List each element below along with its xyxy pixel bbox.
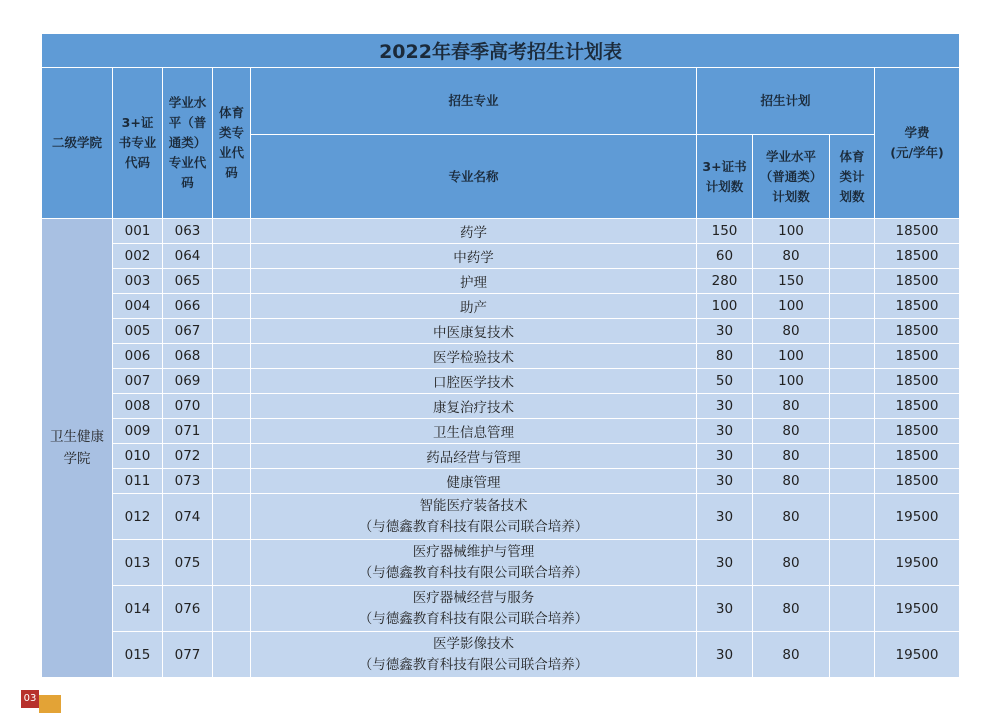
cert-plan: 30 (697, 444, 753, 469)
major-name: 口腔医学技术 (251, 369, 697, 394)
cert-code: 011 (113, 469, 163, 494)
sports-code (213, 344, 251, 369)
academic-code: 064 (163, 244, 213, 269)
sports-plan (830, 540, 875, 586)
cert-code: 010 (113, 444, 163, 469)
table-row (42, 419, 960, 444)
header-line: 3+证书 (702, 158, 747, 174)
header-academic-plan (753, 135, 830, 219)
cert-plan: 50 (697, 369, 753, 394)
table-row (42, 469, 960, 494)
academic-code: 067 (163, 319, 213, 344)
cert-plan: 30 (697, 394, 753, 419)
academic-code: 068 (163, 344, 213, 369)
academic-plan: 80 (753, 632, 830, 678)
major-name: 中医康复技术 (251, 319, 697, 344)
sports-code (213, 494, 251, 540)
table-row (42, 344, 960, 369)
academic-code: 076 (163, 586, 213, 632)
table-row (42, 540, 960, 586)
header-line: 学费 (904, 125, 930, 140)
sports-code (213, 219, 251, 244)
fee: 18500 (875, 394, 960, 419)
academic-code: 074 (163, 494, 213, 540)
header-line: 3+证 (121, 115, 154, 130)
cert-code: 003 (113, 269, 163, 294)
table-row (42, 369, 960, 394)
college-line: 学院 (63, 451, 91, 467)
sports-plan (830, 269, 875, 294)
cert-code: 008 (113, 394, 163, 419)
header-academic-code (163, 68, 213, 219)
sports-code (213, 319, 251, 344)
header-line: 划数 (839, 188, 865, 204)
major-name-line: 医疗器械维护与管理 (412, 543, 535, 560)
sports-plan (830, 319, 875, 344)
fee: 18500 (875, 469, 960, 494)
cert-plan: 30 (697, 469, 753, 494)
cert-code: 004 (113, 294, 163, 319)
sports-code (213, 419, 251, 444)
cert-plan: 30 (697, 632, 753, 678)
cert-code: 015 (113, 632, 163, 678)
major-partner-note: （与德鑫教育科技有限公司联合培养） (358, 564, 589, 581)
college-line: 卫生健康 (50, 429, 104, 445)
fee: 18500 (875, 294, 960, 319)
academic-plan: 80 (753, 394, 830, 419)
academic-plan: 100 (753, 219, 830, 244)
academic-plan: 80 (753, 419, 830, 444)
header-line: 专业代 (168, 155, 207, 170)
academic-code: 063 (163, 219, 213, 244)
sports-plan (830, 244, 875, 269)
major-partner-note: （与德鑫教育科技有限公司联合培养） (358, 656, 589, 673)
sports-plan (830, 444, 875, 469)
header-line: 体育 (839, 148, 865, 164)
sports-code (213, 269, 251, 294)
sports-code (213, 369, 251, 394)
academic-plan: 80 (753, 586, 830, 632)
header-fee (875, 68, 960, 219)
academic-plan: 100 (753, 369, 830, 394)
major-name-line: 医学影像技术 (433, 635, 514, 652)
header-line: 计划数 (705, 178, 744, 194)
header-cert-plan (697, 135, 753, 219)
academic-plan: 150 (753, 269, 830, 294)
cert-plan: 30 (697, 494, 753, 540)
header-line: (元/学年) (890, 145, 944, 160)
table-row (42, 219, 960, 244)
sports-code (213, 632, 251, 678)
table-row (42, 444, 960, 469)
cert-code: 009 (113, 419, 163, 444)
major-name: 医学检验技术 (251, 344, 697, 369)
fee: 18500 (875, 419, 960, 444)
cert-code: 005 (113, 319, 163, 344)
cert-plan: 30 (697, 319, 753, 344)
sports-plan (830, 219, 875, 244)
header-line: 平（普 (168, 115, 207, 130)
academic-plan: 80 (753, 469, 830, 494)
academic-code: 066 (163, 294, 213, 319)
cert-plan: 30 (697, 540, 753, 586)
academic-code: 072 (163, 444, 213, 469)
major-name: 康复治疗技术 (251, 394, 697, 419)
sports-code (213, 394, 251, 419)
fee: 18500 (875, 244, 960, 269)
cert-plan: 280 (697, 269, 753, 294)
header-line: 类计 (839, 168, 865, 184)
fee: 18500 (875, 219, 960, 244)
table-row (42, 244, 960, 269)
sports-code (213, 444, 251, 469)
major-name: 中药学 (251, 244, 697, 269)
cert-plan: 30 (697, 586, 753, 632)
academic-code: 077 (163, 632, 213, 678)
sports-plan (830, 369, 875, 394)
cert-plan: 80 (697, 344, 753, 369)
header-major-name: 专业名称 (251, 135, 697, 219)
major-name: 卫生信息管理 (251, 419, 697, 444)
sports-plan (830, 394, 875, 419)
header-line: 学业水平 (765, 148, 816, 164)
sports-plan (830, 469, 875, 494)
table-row (42, 269, 960, 294)
college-cell (42, 219, 113, 678)
table-row (42, 494, 960, 540)
header-sports-code (213, 68, 251, 219)
academic-code: 065 (163, 269, 213, 294)
major-name (251, 586, 697, 632)
sports-code (213, 540, 251, 586)
academic-code: 070 (163, 394, 213, 419)
fee: 18500 (875, 344, 960, 369)
cert-plan: 100 (697, 294, 753, 319)
header-line: 通类） (168, 135, 207, 150)
major-name-line: 医疗器械经营与服务 (412, 589, 535, 606)
academic-code: 073 (163, 469, 213, 494)
cert-code: 006 (113, 344, 163, 369)
header-college: 二级学院 (42, 68, 113, 219)
header-line: 类专 (218, 125, 244, 140)
fee: 18500 (875, 369, 960, 394)
header-line: 书专业 (118, 135, 157, 150)
cert-code: 001 (113, 219, 163, 244)
cert-code: 014 (113, 586, 163, 632)
page-number: 03 (21, 690, 39, 708)
header-line: （普通类） (759, 168, 823, 184)
fee: 19500 (875, 494, 960, 540)
academic-plan: 80 (753, 494, 830, 540)
fee: 18500 (875, 269, 960, 294)
header-sports-plan (830, 135, 875, 219)
cert-plan: 30 (697, 419, 753, 444)
academic-plan: 80 (753, 244, 830, 269)
sports-code (213, 469, 251, 494)
header-cert-code (113, 68, 163, 219)
header-plan-group: 招生计划 (697, 68, 875, 135)
header-line: 体育 (218, 105, 244, 120)
major-name: 药品经营与管理 (251, 444, 697, 469)
sports-plan (830, 494, 875, 540)
sports-plan (830, 586, 875, 632)
major-name: 健康管理 (251, 469, 697, 494)
table-row (42, 394, 960, 419)
enrollment-plan-table (41, 33, 960, 678)
cert-code: 013 (113, 540, 163, 586)
sports-code (213, 244, 251, 269)
table-row (42, 632, 960, 678)
sports-code (213, 586, 251, 632)
major-name: 护理 (251, 269, 697, 294)
major-partner-note: （与德鑫教育科技有限公司联合培养） (358, 518, 589, 535)
major-name (251, 494, 697, 540)
cert-code: 012 (113, 494, 163, 540)
sports-plan (830, 294, 875, 319)
major-name: 助产 (251, 294, 697, 319)
header-line: 码 (181, 175, 194, 190)
table-title: 2022年春季高考招生计划表 (42, 34, 960, 68)
header-line: 学业水 (168, 95, 207, 110)
academic-plan: 80 (753, 319, 830, 344)
header-major-group: 招生专业 (251, 68, 697, 135)
academic-plan: 100 (753, 294, 830, 319)
fee: 19500 (875, 586, 960, 632)
major-name-line: 智能医疗装备技术 (419, 497, 528, 514)
academic-code: 075 (163, 540, 213, 586)
cert-plan: 150 (697, 219, 753, 244)
major-name (251, 540, 697, 586)
major-partner-note: （与德鑫教育科技有限公司联合培养） (358, 610, 589, 627)
fee: 19500 (875, 540, 960, 586)
major-name: 药学 (251, 219, 697, 244)
cert-code: 002 (113, 244, 163, 269)
page-tab-decoration (39, 695, 61, 713)
academic-code: 071 (163, 419, 213, 444)
table-row (42, 586, 960, 632)
sports-plan (830, 632, 875, 678)
sports-code (213, 294, 251, 319)
academic-plan: 80 (753, 540, 830, 586)
major-name (251, 632, 697, 678)
fee: 18500 (875, 319, 960, 344)
sports-plan (830, 419, 875, 444)
academic-code: 069 (163, 369, 213, 394)
table-row (42, 294, 960, 319)
cert-plan: 60 (697, 244, 753, 269)
academic-plan: 80 (753, 444, 830, 469)
header-line: 代码 (124, 155, 150, 170)
header-line: 计划数 (772, 188, 810, 204)
table-row (42, 319, 960, 344)
sports-plan (830, 344, 875, 369)
fee: 19500 (875, 632, 960, 678)
header-line: 业代 (218, 145, 244, 160)
fee: 18500 (875, 444, 960, 469)
cert-code: 007 (113, 369, 163, 394)
header-line: 码 (225, 165, 238, 180)
academic-plan: 100 (753, 344, 830, 369)
